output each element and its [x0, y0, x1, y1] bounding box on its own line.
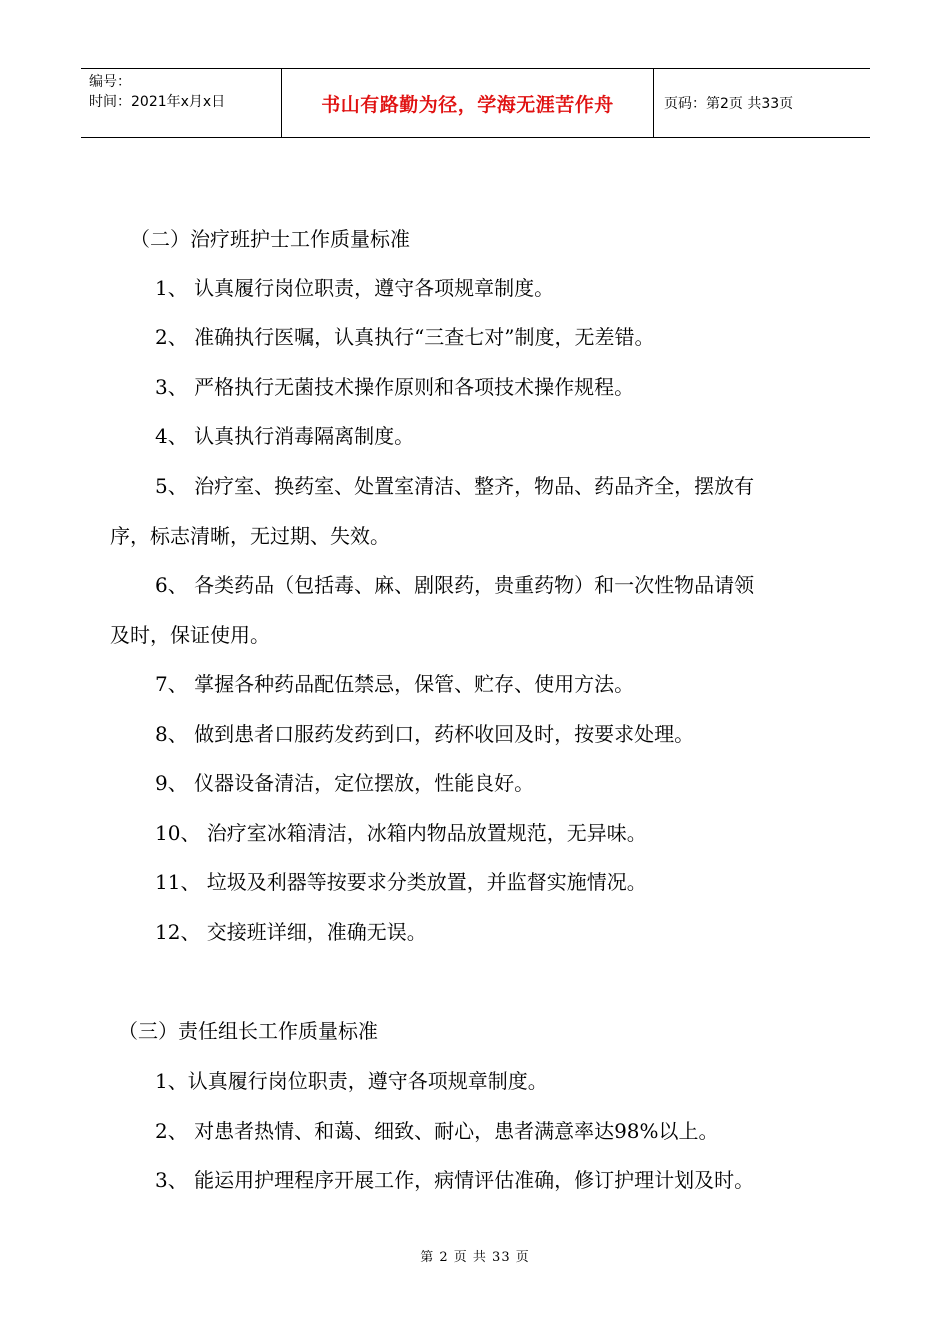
- header-page-info: 页码：第2页 共33页: [664, 96, 794, 112]
- document-time-label: 时间：2021年x月x日: [89, 94, 226, 110]
- list-item: 5、 治疗室、换药室、处置室清洁、整齐，物品、药品齐全，摆放有: [155, 474, 755, 498]
- list-item: 7、 掌握各种药品配伍禁忌，保管、贮存、使用方法。: [155, 672, 635, 696]
- document-number-label: 编号：: [89, 74, 131, 90]
- header-motto: 书山有路勤为径，学海无涯苦作舟: [321, 93, 614, 116]
- list-item-continuation: 及时，保证使用。: [110, 623, 270, 647]
- list-item: 10、 治疗室冰箱清洁，冰箱内物品放置规范，无异味。: [155, 821, 647, 845]
- list-item: 6、 各类药品（包括毒、麻、剧限药，贵重药物）和一次性物品请领: [155, 573, 755, 597]
- page-footer: 第 2 页 共 33 页: [420, 1250, 530, 1265]
- header-page-cell: [654, 69, 870, 137]
- list-item: 9、 仪器设备清洁，定位摆放，性能良好。: [155, 771, 535, 795]
- page-header: [81, 68, 870, 138]
- list-item: 2、 对患者热情、和蔼、细致、耐心，患者满意率达98%以上。: [155, 1119, 719, 1143]
- list-item: 3、 能运用护理程序开展工作，病情评估准确，修订护理计划及时。: [155, 1168, 755, 1192]
- list-item: 11、 垃圾及利器等按要求分类放置，并监督实施情况。: [155, 870, 647, 894]
- list-item: 1、 认真履行岗位职责，遵守各项规章制度。: [155, 276, 555, 300]
- list-item: 8、 做到患者口服药发药到口，药杯收回及时，按要求处理。: [155, 722, 695, 746]
- list-item-continuation: 序，标志清晰，无过期、失效。: [110, 524, 390, 548]
- section-title-3: （三）责任组长工作质量标准: [118, 1019, 378, 1043]
- list-item: 4、 认真执行消毒隔离制度。: [155, 424, 415, 448]
- header-motto-cell: [282, 69, 654, 137]
- list-item: 3、 严格执行无菌技术操作原则和各项技术操作规程。: [155, 375, 635, 399]
- list-item: 1、认真履行岗位职责，遵守各项规章制度。: [155, 1069, 548, 1093]
- section-title-2: （二）治疗班护士工作质量标准: [130, 227, 410, 251]
- header-meta: [81, 69, 282, 137]
- list-item: 12、 交接班详细，准确无误。: [155, 920, 427, 944]
- list-item: 2、 准确执行医嘱，认真执行“三查七对”制度，无差错。: [155, 325, 655, 349]
